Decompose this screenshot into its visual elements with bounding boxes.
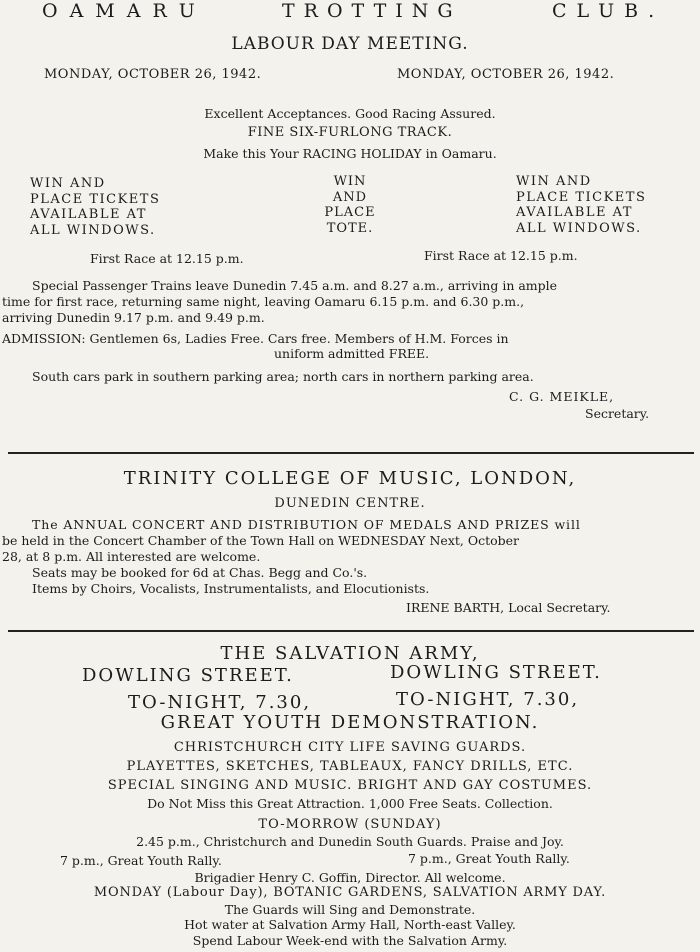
ad1-first-race-right: First Race at 12.15 p.m. <box>424 248 578 263</box>
ad3-monday: MONDAY (Labour Day), BOTANIC GARDENS, SALVATION ARMY DAY. <box>93 885 607 900</box>
ad1-acceptances: Excellent Acceptances. Good Racing Assured. <box>204 106 496 121</box>
ad1-title-word-1: OAMARU <box>42 0 207 22</box>
ad3-rally-left: 7 p.m., Great Youth Rally. <box>60 853 222 868</box>
ad1-meeting-heading: LABOUR DAY MEETING. <box>231 34 469 54</box>
ad2-body-line: 28, at 8 p.m. All interested are welcome. <box>2 549 261 564</box>
ad3-title: THE SALVATION ARMY, <box>220 643 480 664</box>
ad1-admission-line: ADMISSION: Gentlemen 6s, Ladies Free. Cars free. Members of H.M. Forces in <box>2 331 509 346</box>
ad1-tickets-left-line: AVAILABLE AT <box>30 207 147 222</box>
ad3-sing: The Guards will Sing and Demonstrate. <box>224 902 476 917</box>
ad1-title-word-3: CLUB. <box>552 0 665 22</box>
ad1-tickets-left <box>30 176 160 238</box>
ad1-trains-paragraph <box>2 278 557 326</box>
ad1-holiday: Make this Your RACING HOLIDAY in Oamaru. <box>203 146 497 161</box>
ad2-body-line: Seats may be booked for 6d at Chas. Begg and Co.'s. <box>32 565 368 580</box>
ad1-date-right: MONDAY, OCTOBER 26, 1942. <box>397 67 615 82</box>
ad2-body-line: The ANNUAL CONCERT AND DISTRIBUTION OF MEDALS AND PRIZES will <box>32 517 581 532</box>
ad1-first-race-left: First Race at 12.15 p.m. <box>90 251 244 266</box>
divider-rule <box>8 452 694 454</box>
ad1-trains-line: arriving Dunedin 9.17 p.m. and 9.49 p.m. <box>2 310 265 325</box>
ad1-tickets-center <box>300 174 400 236</box>
ad3-playettes: PLAYETTES, SKETCHES, TABLEAUX, FANCY DRILLS, ETC. <box>126 759 574 774</box>
ad3-weekend: Spend Labour Week-end with the Salvation Army. <box>192 933 508 948</box>
ad3-street-right: DOWLING STREET. <box>390 662 602 683</box>
ad1-tickets-center-line: AND <box>332 189 368 205</box>
ad3-director: Brigadier Henry C. Goffin, Director. All welcome. <box>194 870 506 885</box>
ad3-demonstration: GREAT YOUTH DEMONSTRATION. <box>160 712 540 733</box>
ad3-street-left: DOWLING STREET. <box>82 665 294 686</box>
ad3-guards: CHRISTCHURCH CITY LIFE SAVING GUARDS. <box>173 740 527 755</box>
ad3-rally-right: 7 p.m., Great Youth Rally. <box>408 851 570 866</box>
ad1-tickets-left-line: PLACE TICKETS <box>30 191 161 207</box>
ad1-parking: South cars park in southern parking area; north cars in northern parking area. <box>32 369 534 384</box>
ad2-secretary: IRENE BARTH, Local Secretary. <box>406 600 611 615</box>
ad2-centre: DUNEDIN CENTRE. <box>274 496 426 511</box>
ad2-body-line: be held in the Concert Chamber of the Town Hall on WEDNESDAY Next, October <box>2 533 520 548</box>
divider-rule <box>8 630 694 632</box>
ad3-special: SPECIAL SINGING AND MUSIC. BRIGHT AND GAY COSTUMES. <box>107 778 593 793</box>
ad1-tickets-center-line: TOTE. <box>326 220 374 236</box>
ad1-tickets-center-line: PLACE <box>324 205 376 220</box>
ad1-tickets-right-line: AVAILABLE AT <box>516 205 633 220</box>
ad1-tickets-right-line: PLACE TICKETS <box>516 189 647 205</box>
ad1-tickets-left-line: ALL WINDOWS. <box>30 222 156 238</box>
ad3-tonight-right: TO-NIGHT, 7.30, <box>396 689 580 710</box>
ad2-title: TRINITY COLLEGE OF MUSIC, LONDON, <box>123 468 577 489</box>
ad2-body <box>2 517 581 597</box>
ad3-tonight-left: TO-NIGHT, 7.30, <box>128 692 312 713</box>
ad1-title-word-2: TROTTING <box>282 0 462 22</box>
ad3-tomorrow: TO-MORROW (SUNDAY) <box>258 817 442 832</box>
ad1-tickets-left-line: WIN AND <box>30 176 106 191</box>
ad1-trains-line: time for first race, returning same night, leaving Oamaru 6.15 p.m. and 6.30 p.m., <box>2 294 525 309</box>
ad1-date-left: MONDAY, OCTOBER 26, 1942. <box>44 67 262 82</box>
ad1-tickets-right-line: ALL WINDOWS. <box>516 220 642 236</box>
ad1-admission <box>2 331 509 361</box>
ad1-tickets-right-line: WIN AND <box>516 174 592 189</box>
ad1-signatory-title: Secretary. <box>585 406 650 421</box>
ad1-signatory: C. G. MEIKLE, <box>509 389 615 404</box>
ad1-tickets-center-line: WIN <box>333 174 367 189</box>
ad2-body-line: Items by Choirs, Vocalists, Instrumentalists, and Elocutionists. <box>32 581 430 596</box>
ad1-tickets-right <box>516 174 646 236</box>
ad3-attraction: Do Not Miss this Great Attraction. 1,000 Free Seats. Collection. <box>147 796 553 811</box>
ad1-trains-line: Special Passenger Trains leave Dunedin 7.45 a.m. and 8.27 a.m., arriving in ample <box>32 278 558 293</box>
ad3-hot-water: Hot water at Salvation Army Hall, North-east Valley. <box>184 917 516 932</box>
ad3-afternoon: 2.45 p.m., Christchurch and Dunedin South Guards. Praise and Joy. <box>136 834 564 849</box>
ad1-admission-line: uniform admitted FREE. <box>274 346 430 361</box>
ad1-track: FINE SIX-FURLONG TRACK. <box>247 125 453 140</box>
